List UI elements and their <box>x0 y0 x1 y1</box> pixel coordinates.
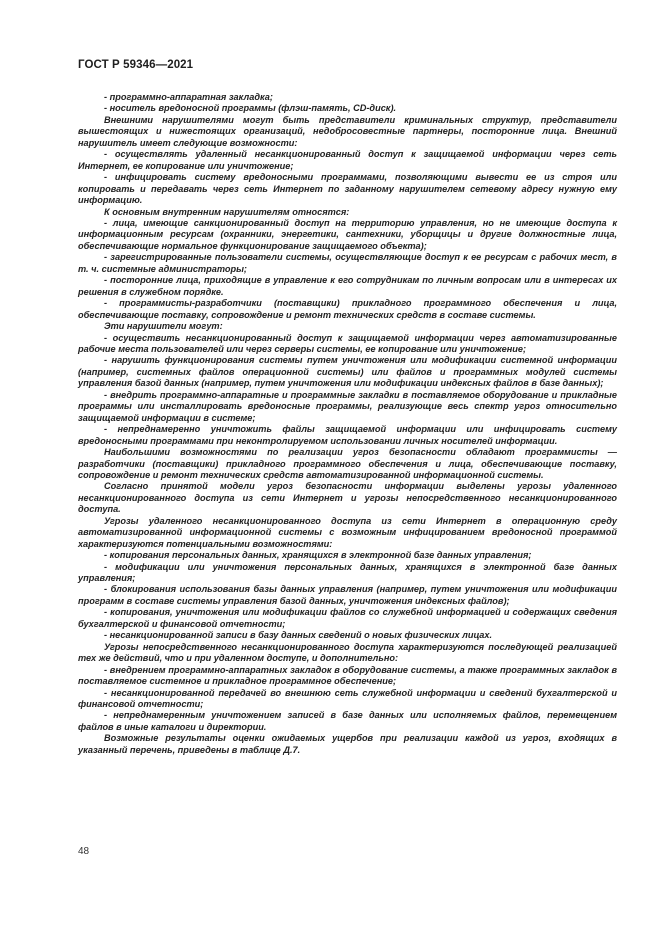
paragraph: - непреднамеренно уничтожить файлы защищаемой информации или инфицировать систему вредоносными программами при неконтролируемом использовании личных носителей информации. <box>78 424 617 446</box>
page-number: 48 <box>78 846 90 857</box>
paragraph: - копирования, уничтожения или модификации файлов со служебной информацией и содержащих сведения бухгалтерской и финансовой отчетности; <box>78 607 617 629</box>
paragraph: - посторонние лица, приходящие в управление к его сотрудникам по личным вопросам или в интересах их решения в служебном порядке. <box>78 275 617 297</box>
paragraph: Согласно принятой модели угроз безопасности информации выделены угрозы удаленного несанкционированного доступа из сети Интернет и угрозы непосредственного несанкционированного доступа. <box>78 481 617 515</box>
paragraph: Возможные результаты оценки ожидаемых ущербов при реализации каждой из угроз, входящих в указанный перечень, приведены в таблице Д.7. <box>78 733 617 755</box>
document-body <box>78 92 617 756</box>
paragraph: - блокирования использования базы данных управления (например, путем уничтожения или модификации программ в составе системы управления базой данных, уничтожения индексных файлов); <box>78 584 617 606</box>
paragraph: - осуществить несанкционированный доступ к защищаемой информации через автоматизированные рабочие места пользователей или через серверы системы, ее копирование или уничтожение; <box>78 332 617 354</box>
paragraph: Угрозы непосредственного несанкционированного доступа характеризуются последующей реализацией тех же действий, что и при удаленном доступе, и дополнительно: <box>78 641 617 664</box>
paragraph: - несанкционированной передачей во внешнюю сеть служебной информации и сведений бухгалтерской и финансовой отчетности; <box>78 687 617 710</box>
paragraph: К основным внутренним нарушителям относятся: <box>104 206 350 217</box>
paragraph: - внедрением программно-аппаратных закладок в оборудование системы, а также программных закладок в поставляемое системное и прикладное программное обеспечение; <box>78 664 617 687</box>
paragraph: - программисты-разработчики (поставщики) прикладного программного обеспечения и лица, обеспечивающие поставку, сопровождение и ремонт технических средств в составе системы. <box>78 298 617 320</box>
paragraph: - лица, имеющие санкционированный доступ на территорию управления, но не имеющие доступа к информационным ресурсам (охранники, энергетики, сантехники, уборщицы и другие должностные лица, обеспечивающие нормальное функционирование защищаемого объекта); <box>78 217 617 251</box>
paragraph: - несанкционированной записи в базу данных сведений о новых физических лицах. <box>104 630 493 641</box>
paragraph: - носитель вредоносной программы (флэш-память, CD-диск). <box>104 103 397 114</box>
paragraph: - осуществлять удаленный несанкционированный доступ к защищаемой информации через сеть Интернет, ее копирование или уничтожение; <box>78 149 617 171</box>
paragraph: - непреднамеренным уничтожением записей в базе данных или исполняемых файлов, перемещением файлов в иные каталоги и директории. <box>78 710 617 732</box>
paragraph: - внедрить программно-аппаратные и программные закладки в поставляемое оборудование и прикладные программы или инсталлировать вредоносные программы, реализующие весь спектр угроз относительно защищаемой информации в системе; <box>78 389 617 423</box>
paragraph: - программно-аппаратная закладка; <box>104 92 273 102</box>
paragraph: Эти нарушители могут: <box>104 321 223 332</box>
paragraph: - копирования персональных данных, хранящихся в электронной базе данных управления; <box>104 550 532 561</box>
paragraph: - нарушить функционирования системы путем уничтожения или модификации системной информации (например, системных файлов операционной системы) или файлов и программных модулей системы управления базой данных (например, путем уничтожения или модификации индексных файлов в базе данных); <box>78 355 617 389</box>
document-header: ГОСТ Р 59346—2021 <box>78 59 194 71</box>
paragraph: - модификации или уничтожения персональных данных, хранящихся в электронной базе данных управления; <box>78 561 617 584</box>
paragraph: Внешними нарушителями могут быть представители криминальных структур, представители вышестоящих и нижестоящих организаций, недобросовестные партнеры, посторонние лица. Внешний нарушитель имеет следующие возможности: <box>78 114 617 148</box>
paragraph: Угрозы удаленного несанкционированного доступа из сети Интернет в операционную среду автоматизированной информационной системы с возможным инфицированием вредоносной программой характеризуются потенциальными возможностями: <box>78 515 617 549</box>
paragraph: Наибольшими возможностями по реализации угроз безопасности обладают программисты — разработчики (поставщики) прикладного программного обеспечения и лица, обеспечивающие поставку, сопровождение и ремонт технических средств автоматизированной информационной системы. <box>78 447 617 480</box>
paragraph: - зарегистрированные пользователи системы, осуществляющие доступ к ее ресурсам с рабочих мест, в т. ч. системные администраторы; <box>78 252 617 274</box>
paragraph: - инфицировать систему вредоносными программами, позволяющими вывести ее из строя или копировать и передавать через сеть Интернет по заданному нарушителем сетевому адресу нужную ему информацию. <box>78 172 617 206</box>
